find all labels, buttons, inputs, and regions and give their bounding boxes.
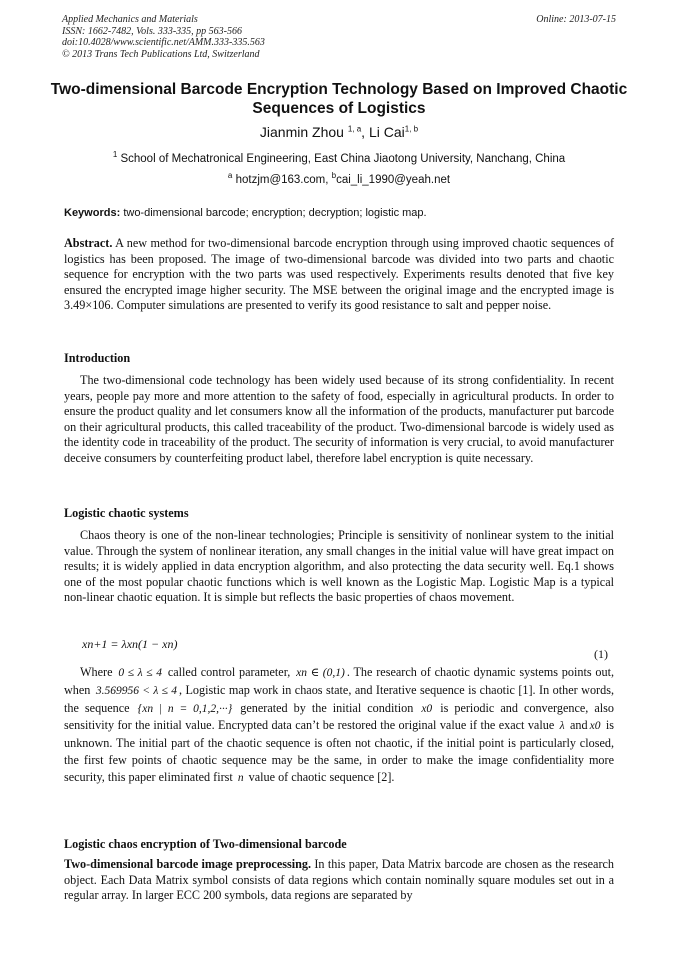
paper-title: Two-dimensional Barcode Encryption Technology Based on Improved Chaotic Sequences of Logistics [50, 81, 628, 117]
p2-t9: value of chaotic sequence [2]. [248, 769, 395, 784]
keywords [64, 207, 614, 219]
journal-header [62, 14, 616, 60]
author-line [40, 124, 638, 140]
p2-t2: called control parameter, [167, 665, 291, 679]
math-n: n [237, 771, 244, 784]
p2-t7: and [570, 718, 588, 733]
issn-line: ISSN: 1662-7482, Vols. 333-335, pp 563-566 [62, 25, 242, 37]
author-2: Li Cai [368, 124, 405, 140]
affiliation-sup: 1 [112, 150, 118, 159]
math-lambda-range: 0 ≤ λ ≤ 4 [118, 667, 162, 679]
keywords-label: Keywords: [64, 207, 121, 219]
math-x-range: xn ∈ (0,1) [296, 667, 345, 679]
p2-t4: , Logistic map work in chaos state, and Iterative sequence is chaotic [1]. In other words, the sequence [64, 682, 614, 715]
p2-t6: is periodic and convergence, also sensitivity for the initial value. Encrypted data can’t be restored the original value if the exact value [64, 700, 615, 733]
intro-heading: Introduction [64, 351, 131, 365]
email-a: hotzjm@163.com, [235, 173, 332, 186]
intro-paragraph: The two-dimensional code technology has been widely used because of its strong confidentiality. In recent years, people pay more and more attention to the safety of food, especially in agricultural products. In order to ensure the product quality and let consumers know all the information of the products, manufacturer put barcode on their agricultural products, this called traceability of the product. Two-dimensional barcode is widely used as the identity code in traceability of the product. The security of information is very crucial, to avoid manufacturer deceive consumers by counterfeiting product label, therefore label encryption is quite necessary. [64, 373, 614, 465]
email-b-sup: b [331, 171, 337, 180]
journal-name: Applied Mechanics and Materials [62, 14, 198, 25]
keywords-text: two-dimensional barcode; encryption; decryption; logistic map. [123, 207, 427, 219]
affiliation-text: School of Mechatronical Engineering, East China Jiaotong University, Nanchang, China [120, 152, 566, 165]
copyright-line: © 2013 Trans Tech Publications Ltd, Switzerland [62, 48, 260, 60]
encryption-paragraph [64, 857, 614, 904]
p2-t5: generated by the initial condition [240, 700, 414, 715]
math-chaos-range: 3.569956 < λ ≤ 4 [95, 684, 177, 697]
abstract-label: Abstract. [64, 236, 113, 250]
p2-t3: . The research of chaotic dynamic systems points out, when [64, 665, 615, 697]
p2-t8: is unknown. The initial part of the chaotic sequence is often not chaotic, if the initial point is particularly closed, the first few points of chaotic sequence may be the same, in order to make the image confidentiality more security, this paper eliminated first [64, 718, 614, 784]
abstract-text: A new method for two-dimensional barcode encryption through using improved chaotic sequences of logistics has been proposed. The image of two-dimensional barcode was divided into two parts and chaotic sequence for encryption with the two parts was used respectively. Experiments results denoted that five key ensured the encrypted image higher security. The MSE between the original image and the encrypted image is 3.49×106. Computer simulations are presented to verify its good resistance to salt and pepper noise. [64, 236, 614, 312]
math-lambda: λ [559, 720, 565, 733]
affiliation [40, 150, 638, 165]
preprocessing-text: In this paper, Data Matrix barcode are chosen as the research object. Each Data Matrix symbol consists of data regions which contain nominally square modules set out in a regular array. In larger ECC 200 symbols, data regions are separated by [64, 857, 615, 902]
math-x0-a: x0 [421, 702, 433, 715]
author-1: Jianmin Zhou [259, 124, 344, 140]
encryption-heading: Logistic chaos encryption of Two-dimensional barcode [64, 837, 347, 851]
email-a-sup: a [227, 171, 233, 180]
abstract [64, 236, 614, 314]
preprocessing-label: Two-dimensional barcode image preprocessing. [64, 857, 312, 871]
logistic-paragraph-2 [64, 664, 614, 787]
math-x0-b: x0 [589, 720, 601, 733]
author-separator: , [361, 124, 369, 140]
author-1-sup: 1, a [347, 124, 362, 134]
author-2-sup: 1, b [404, 124, 419, 134]
doi-line: doi:10.4028/www.scientific.net/AMM.333-335.563 [62, 37, 265, 48]
p2-t1: Where [80, 665, 113, 679]
math-sequence: {xn | n = 0,1,2,···} [137, 702, 233, 715]
emails [40, 171, 638, 186]
logistic-paragraph-1: Chaos theory is one of the non-linear technologies; Principle is sensitivity of nonlinear system to the initial value. Through the system of nonlinear iteration, any small changes in the initial value will have great impact on results; it is widely applied in data encryption algorithm, and also protecting the data security well. Eq.1 shows one of the most popular chaotic functions which is well known as the Logistic Map. Logistic Map is a typical non-linear chaotic equation. It is simple but reflects the basic properties of chaos movement. [64, 528, 614, 604]
logistic-heading: Logistic chaotic systems [64, 506, 189, 520]
online-date: Online: 2013-07-15 [536, 14, 616, 25]
email-b: cai_li_1990@yeah.net [336, 173, 451, 186]
equation-1: xn+1 = λxn(1 − xn) [82, 637, 178, 651]
equation-number: (1) [594, 647, 608, 661]
